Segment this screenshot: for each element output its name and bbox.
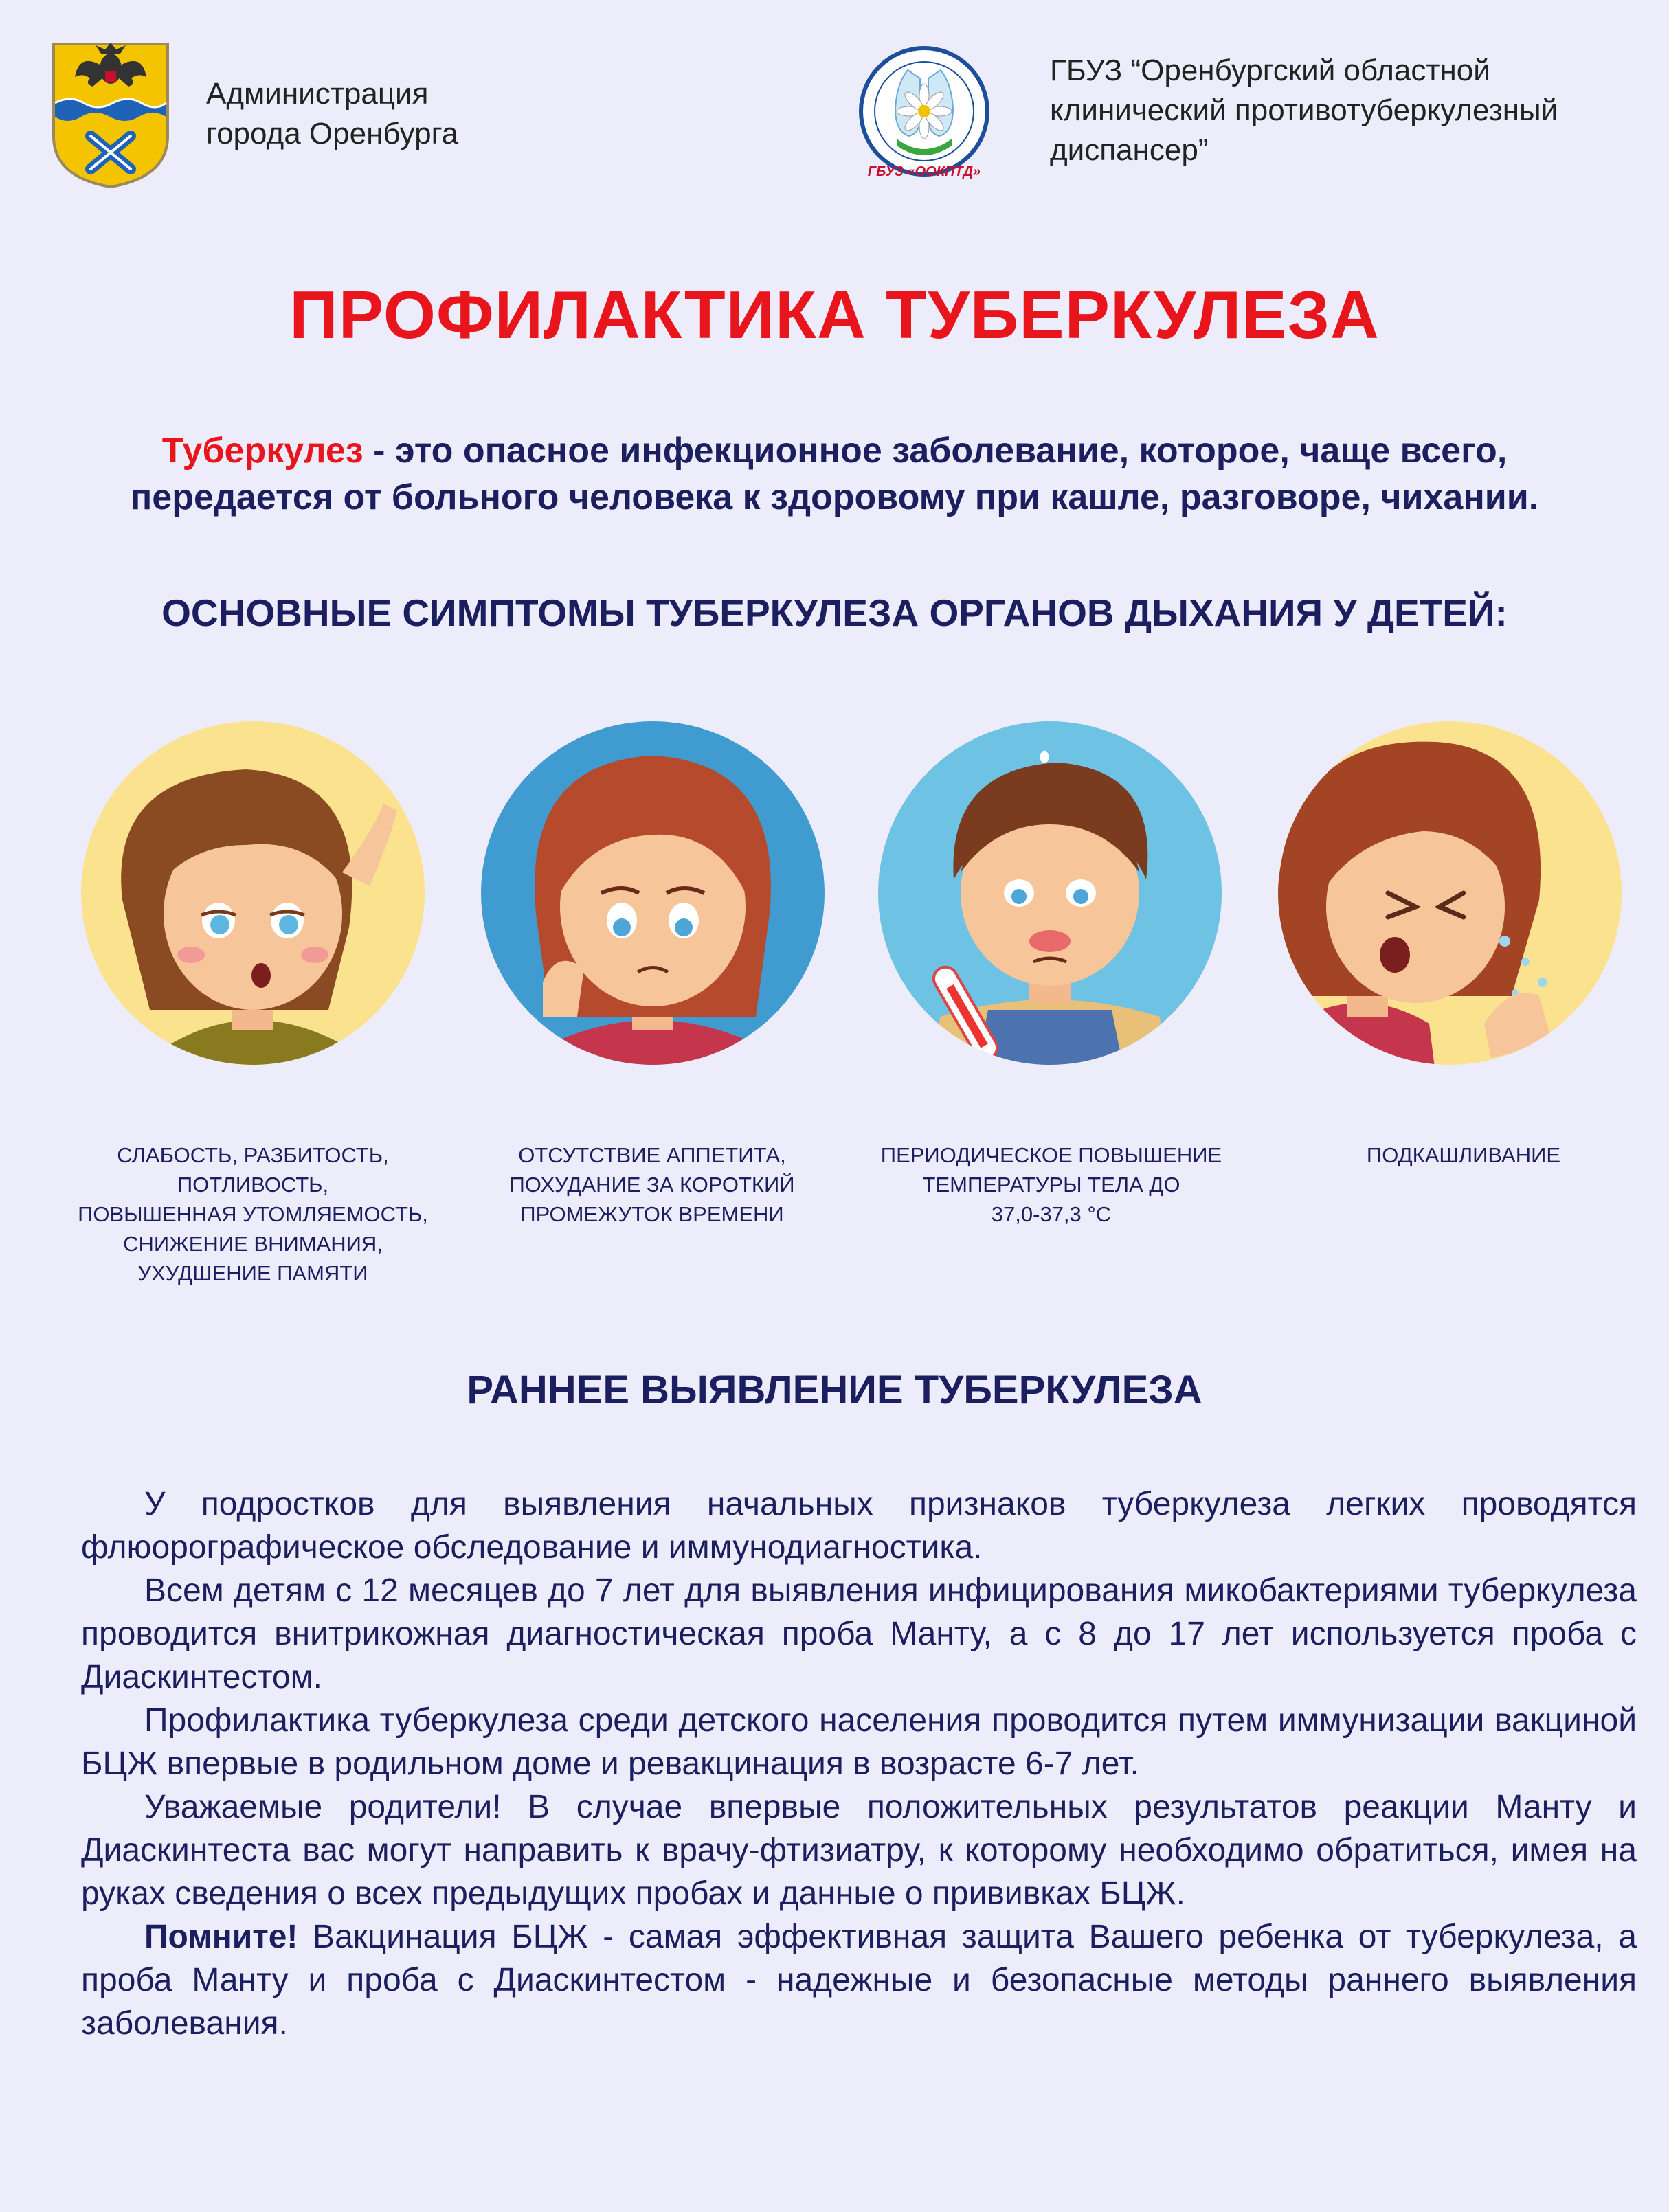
intro-line-2: передается от больного человека к здоровому при кашле, разговоре, чихании. xyxy=(130,477,1539,517)
paragraph-mantoux: Всем детям с 12 месяцев до 7 лет для выявления инфицирования микобактериями туберкулеза проводится внитрикожная диагностическая проба Манту, а с 8 до 17 лет используется проба с Диаскинтестом. xyxy=(81,1572,1637,1695)
caption-line: ПРОМЕЖУТОК ВРЕМЕНИ xyxy=(520,1202,784,1226)
emblem-caption: ГБУЗ «ООКПТД» xyxy=(867,164,981,179)
caption-line: ПОДКАШЛИВАНИЕ xyxy=(1366,1143,1561,1167)
remember-text: Вакцинация БЦЖ - самая эффективная защита Вашего ребенка от туберкулеза, а проба Манту и проба с Диаскинтестом - надежные и безопасные методы раннего выявления заболевания. xyxy=(81,1919,1637,2042)
caption-line: УХУДШЕНИЕ ПАМЯТИ xyxy=(137,1261,368,1285)
intro-line-1 xyxy=(0,427,1669,474)
illustration-sad-girl xyxy=(481,721,825,1065)
caption-line: ПОВЫШЕННАЯ УТОМЛЯЕМОСТЬ, xyxy=(78,1202,428,1226)
caption-line: ТЕМПЕРАТУРЫ ТЕЛА ДО xyxy=(922,1173,1180,1197)
org-line-2: клинический противотуберкулезный xyxy=(1050,93,1558,127)
illustration-coughing-girl xyxy=(1278,721,1622,1065)
symptom-caption-fatigue xyxy=(60,1140,445,1288)
early-detection-heading: РАННЕЕ ВЫЯВЛЕНИЕ ТУБЕРКУЛЕЗА xyxy=(467,1368,1202,1412)
intro-text xyxy=(0,427,1669,521)
caption-line: СНИЖЕНИЕ ВНИМАНИЯ, xyxy=(123,1232,383,1256)
symptom-caption-appetite xyxy=(460,1140,844,1229)
admin-line-2: города Оренбурга xyxy=(206,117,459,150)
caption-line: ПЕРИОДИЧЕСКОЕ ПОВЫШЕНИЕ xyxy=(880,1143,1222,1167)
caption-line: 37,0-37,3 °С xyxy=(991,1202,1112,1226)
body-text xyxy=(81,1482,1637,2045)
illustration-fever-boy xyxy=(878,721,1222,1065)
paragraph-remember xyxy=(81,1915,1637,2045)
organization-name xyxy=(1050,51,1558,170)
symptom-caption-temperature xyxy=(859,1140,1244,1229)
admin-line-1: Администрация xyxy=(206,77,429,111)
symptoms-heading: ОСНОВНЫЕ СИМПТОМЫ ТУБЕРКУЛЕЗА ОРГАНОВ ДЫХАНИЯ У ДЕТЕЙ: xyxy=(161,591,1508,634)
caption-line: ПОТЛИВОСТЬ, xyxy=(177,1173,329,1197)
illustration-fatigue-girl xyxy=(81,721,425,1065)
paragraph-teens: У подростков для выявления начальных признаков туберкулеза легких проводятся флюорографическое обследование и иммунодиагностика. xyxy=(81,1486,1637,1566)
symptom-caption-cough xyxy=(1271,1140,1656,1170)
paragraph-parents: Уважаемые родители! В случае впервые положительных результатов реакции Манту и Диаскинтеста вас могут направить к врачу-фтизиатру, к которому необходимо обратиться, имея на руках сведения о всех предыдущих пробах и данные о прививках БЦЖ. xyxy=(81,1789,1637,1912)
intro-term: Туберкулез xyxy=(161,431,363,471)
administration-name xyxy=(206,74,458,154)
intro-line-1-rest: - это опасное инфекционное заболевание, которое, чаще всего, xyxy=(363,431,1508,471)
page-title: ПРОФИЛАКТИКА ТУБЕРКУЛЕЗА xyxy=(289,277,1380,352)
remember-label: Помните! xyxy=(144,1919,298,1955)
dispensary-emblem-icon xyxy=(854,43,995,183)
caption-line: ОТСУТСТВИЕ АППЕТИТА, xyxy=(518,1143,786,1167)
caption-line: СЛАБОСТЬ, РАЗБИТОСТЬ, xyxy=(117,1143,389,1167)
org-line-3: диспансер” xyxy=(1050,133,1209,167)
orenburg-coat-of-arms-icon xyxy=(49,40,172,190)
org-line-1: ГБУЗ “Оренбургский областной xyxy=(1050,54,1490,87)
paragraph-bcg: Профилактика туберкулеза среди детского населения проводится путем иммунизации вакциной БЦЖ впервые в родильном доме и ревакцинация в возрасте 6-7 лет. xyxy=(81,1702,1637,1782)
caption-line: ПОХУДАНИЕ ЗА КОРОТКИЙ xyxy=(509,1173,795,1197)
